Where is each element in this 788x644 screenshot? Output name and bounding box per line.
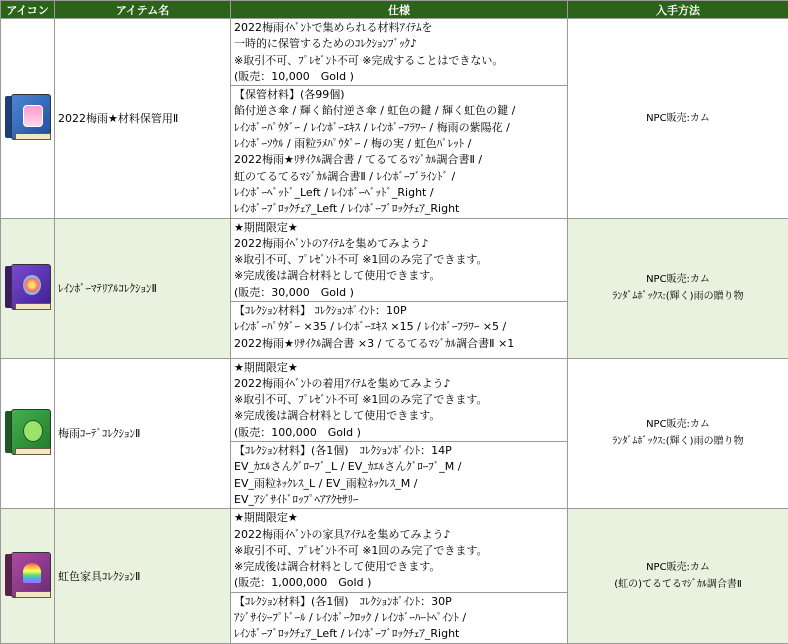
header-name: アイテム名	[55, 1, 231, 19]
spec-block	[231, 509, 567, 591]
spec-line: 一時的に保管するためのｺﾚｸｼｮﾝﾌﾞｯｸ♪	[234, 36, 564, 52]
rainbow-book-icon	[5, 552, 51, 598]
spec-block	[231, 592, 567, 643]
spec-line: ※取引不可、ﾌﾟﾚｾﾞﾝﾄ不可 ※1回のみ完了できます。	[234, 543, 564, 559]
spec-line: 虹のてるてるﾏｼﾞｶﾙ調合書Ⅱ / ﾚｲﾝﾎﾞｰﾌﾞﾗｲﾝﾄﾞ /	[234, 169, 564, 185]
source-line: NPC販売:カム	[568, 416, 788, 433]
spec-line: ﾚｲﾝﾎﾞｰﾊﾟｳﾀﾞｰ ×35 / ﾚｲﾝﾎﾞｰｴｷｽ ×15 / ﾚｲﾝﾎﾞｰﾌﾗﾜｰ ×5 /	[234, 319, 564, 335]
source-line: ﾗﾝﾀﾞﾑﾎﾞｯｸｽ:(輝く)雨の贈り物	[568, 288, 788, 305]
spec-block	[231, 359, 567, 441]
spec-line: ※完成後は調合材料として使用できます。	[234, 408, 564, 424]
spec-line: ※取引不可、ﾌﾟﾚｾﾞﾝﾄ不可 ※1回のみ完了できます。	[234, 252, 564, 268]
spec-line: ｱｼﾞｻｲｼｰﾌﾟﾄﾞｰﾙ / ﾚｲﾝﾎﾞｰｸﾛｯｸ / ﾚｲﾝﾎﾞｰﾊｰﾄﾍﾟｲﾝﾄ /	[234, 610, 564, 626]
spec-line: 2022梅雨ｲﾍﾞﾝﾄの着用ｱｲﾃﾑを集めてみよう♪	[234, 376, 564, 392]
spec-line: EV_雨粒ﾈｯｸﾚｽ_L / EV_雨粒ﾈｯｸﾚｽ_M /	[234, 476, 564, 492]
spec-block	[231, 301, 567, 352]
spec-line: (販売：30,000 Gold )	[234, 285, 564, 301]
item-spec	[231, 19, 568, 219]
blue-book-icon	[5, 94, 51, 140]
spec-line: EV_ｱｼﾞｻｲﾄﾞﾛｯﾌﾟﾍｱｱｸｾｻﾘｰ	[234, 492, 564, 508]
item-name: 虹色家具ｺﾚｸｼｮﾝⅡ	[55, 509, 231, 644]
spec-line: 【ｺﾚｸｼｮﾝ材料】(各1個) ｺﾚｸｼｮﾝﾎﾟｲﾝﾄ：30P	[234, 594, 564, 610]
spec-block	[231, 85, 567, 217]
spec-line: ※取引不可、ﾌﾟﾚｾﾞﾝﾄ不可 ※1回のみ完了できます。	[234, 392, 564, 408]
source-line: NPC販売:カム	[568, 559, 788, 576]
spec-line: ﾚｲﾝﾎﾞｰﾊﾟｳﾀﾞｰ / ﾚｲﾝﾎﾞｰｴｷｽ / ﾚｲﾝﾎﾞｰﾌﾗﾜｰ / 梅雨の紫陽花 /	[234, 120, 564, 136]
spec-line: ﾚｲﾝﾎﾞｰﾍﾞｯﾄﾞ_Left / ﾚｲﾝﾎﾞｰﾍﾞｯﾄﾞ_Right /	[234, 185, 564, 201]
item-source	[568, 358, 788, 509]
header-how: 入手方法	[568, 1, 788, 19]
item-name: ﾚｲﾝﾎﾞｰﾏﾃﾘｱﾙｺﾚｸｼｮﾝⅡ	[55, 218, 231, 358]
item-source	[568, 19, 788, 219]
spec-block	[231, 19, 567, 85]
item-source	[568, 509, 788, 644]
spec-line: 2022梅雨ｲﾍﾞﾝﾄで集められる材料ｱｲﾃﾑを	[234, 20, 564, 36]
spec-line: (販売：1,000,000 Gold )	[234, 575, 564, 591]
spec-line: 【ｺﾚｸｼｮﾝ材料】(各1個) ｺﾚｸｼｮﾝﾎﾟｲﾝﾄ：14P	[234, 443, 564, 459]
item-name: 梅雨ｺｰﾃﾞｺﾚｸｼｮﾝⅡ	[55, 358, 231, 509]
table-row	[1, 218, 788, 358]
item-spec	[231, 509, 568, 644]
table-row	[1, 509, 788, 644]
header-spec: 仕様	[231, 1, 568, 19]
spec-line: 2022梅雨ｲﾍﾞﾝﾄの家具ｱｲﾃﾑを集めてみよう♪	[234, 527, 564, 543]
spec-line: 【保管材料】(各99個)	[234, 87, 564, 103]
spec-line: (販売：10,000 Gold )	[234, 69, 564, 85]
source-line: NPC販売:カム	[568, 271, 788, 288]
spec-line: 【ｺﾚｸｼｮﾝ材料】 ｺﾚｸｼｮﾝﾎﾟｲﾝﾄ：10P	[234, 303, 564, 319]
item-spec	[231, 218, 568, 358]
spec-line: ※完成後は調合材料として使用できます。	[234, 268, 564, 284]
spec-line: (販売：100,000 Gold )	[234, 425, 564, 441]
source-line: ﾗﾝﾀﾞﾑﾎﾞｯｸｽ:(輝く)雨の贈り物	[568, 433, 788, 450]
spec-line: ★期間限定★	[234, 510, 564, 526]
spec-line: ﾚｲﾝﾎﾞｰﾌﾞﾛｯｸﾁｪｱ_Left / ﾚｲﾝﾎﾞｰﾌﾞﾛｯｸﾁｪｱ_Right	[234, 626, 564, 642]
header-row	[1, 1, 788, 19]
purple-book-icon	[5, 264, 51, 310]
spec-block	[231, 441, 567, 508]
spec-line: ★期間限定★	[234, 360, 564, 376]
spec-line: ﾚｲﾝﾎﾞｰｿｳﾙ / 雨粒ﾗﾒﾊﾟｳﾀﾞｰ / 梅の実 / 虹色ﾊﾟﾚｯﾄ /	[234, 136, 564, 152]
spec-line: ※取引不可、ﾌﾟﾚｾﾞﾝﾄ不可 ※完成することはできない。	[234, 53, 564, 69]
green-book-icon	[5, 409, 51, 455]
table-row	[1, 358, 788, 509]
spec-block	[231, 219, 567, 301]
spec-line: 2022梅雨★ﾘｻｲｸﾙ調合書 ×3 / てるてるﾏｼﾞｶﾙ調合書Ⅱ ×1	[234, 336, 564, 352]
source-line: (虹の)てるてるﾏｼﾞｶﾙ調合書Ⅱ	[568, 576, 788, 593]
spec-line: 餡付逆さ傘 / 輝く餡付逆さ傘 / 虹色の鍵 / 輝く虹色の鍵 /	[234, 103, 564, 119]
header-icon: アイコン	[1, 1, 55, 19]
spec-line: ★期間限定★	[234, 220, 564, 236]
spec-line: 2022梅雨★ﾘｻｲｸﾙ調合書 / てるてるﾏｼﾞｶﾙ調合書Ⅱ /	[234, 152, 564, 168]
spec-line: 2022梅雨ｲﾍﾞﾝﾄのｱｲﾃﾑを集めてみよう♪	[234, 236, 564, 252]
item-source	[568, 218, 788, 358]
spec-line: EV_ｶｴﾙさんｸﾞﾛｰﾌﾞ_L / EV_ｶｴﾙさんｸﾞﾛｰﾌﾞ_M /	[234, 459, 564, 475]
table-row	[1, 19, 788, 219]
source-line: NPC販売:カム	[568, 110, 788, 127]
spec-line: ※完成後は調合材料として使用できます。	[234, 559, 564, 575]
item-spec	[231, 358, 568, 509]
spec-line: ﾚｲﾝﾎﾞｰﾌﾞﾛｯｸﾁｪｱ_Left / ﾚｲﾝﾎﾞｰﾌﾞﾛｯｸﾁｪｱ_Right	[234, 201, 564, 217]
item-name: 2022梅雨★材料保管用Ⅱ	[55, 19, 231, 219]
